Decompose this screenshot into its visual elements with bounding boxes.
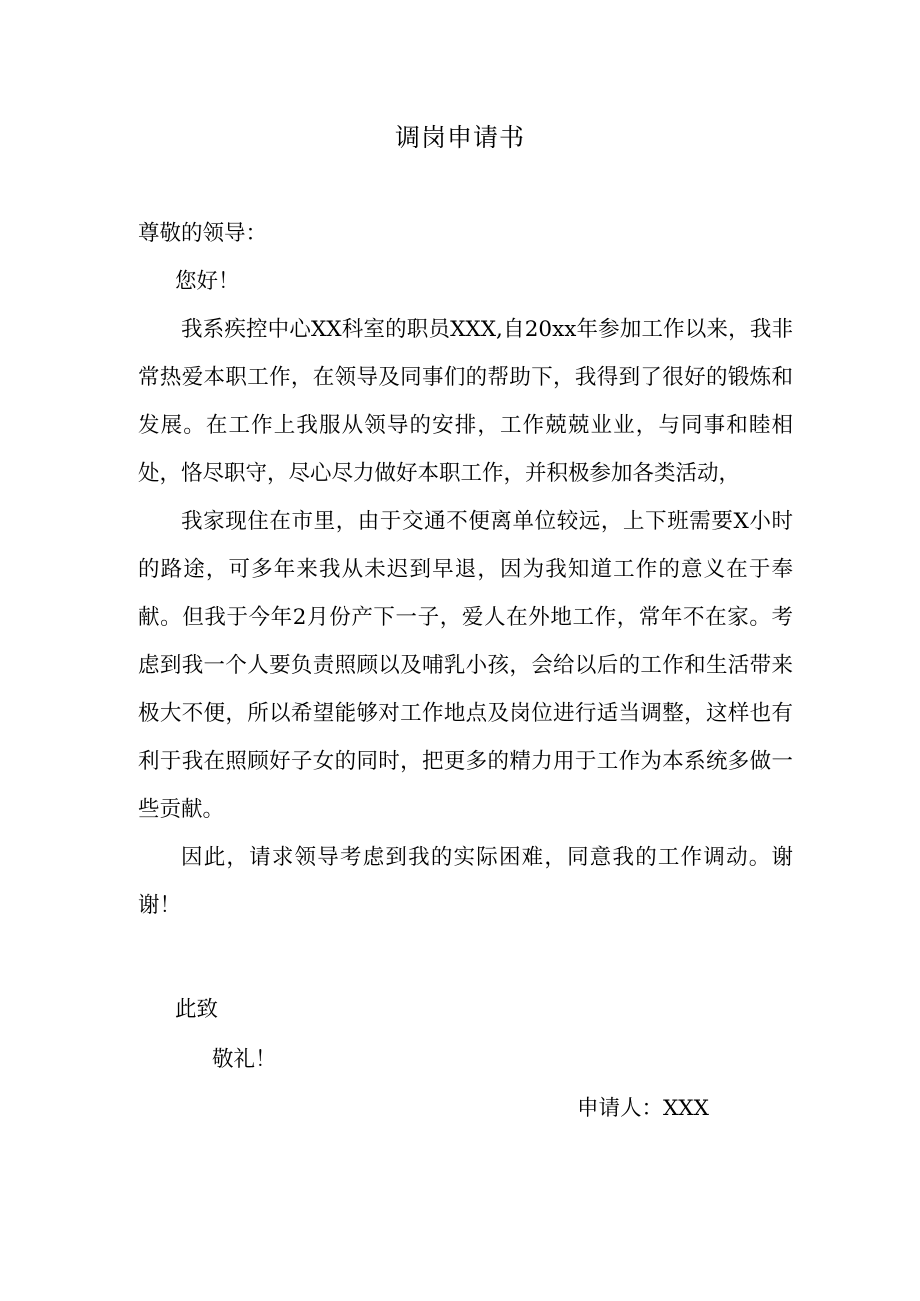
salutation: 尊敬的领导： xyxy=(138,221,268,246)
document-title: 调岗申请书 xyxy=(394,123,525,152)
greeting: 您好！ xyxy=(175,269,240,294)
paragraph-2: 我家现住在市里，由于交通不便离单位较远，上下班需要X小时的路途，可多年来我从未迟到早退，因为我知道工作的意义在于奉献。但我于今年2月份产下一子，爱人在外地工作，常年不在家。考虑到我一个人要负责照顾以及哺乳小孩，会给以后的工作和生活带来极大不便，所以希望能够对工作地点及岗位进行适当调整，这样也有利于我在照顾好子女的同时，把更多的精力用于工作为本系统多做一些贡献。 xyxy=(138,509,793,822)
letter-body xyxy=(138,210,793,930)
closing-line-1: 此致 xyxy=(175,997,219,1022)
paragraph-3: 因此，请求领导考虑到我的实际困难，同意我的工作调动。谢谢！ xyxy=(138,845,793,918)
closing-line-2: 敬礼！ xyxy=(212,1047,277,1072)
signature: 申请人：XXX xyxy=(577,1096,709,1121)
paragraph-1: 我系疾控中心XX科室的职员XXX,自20xx年参加工作以来，我非常热爱本职工作，在领导及同事们的帮助下，我得到了很好的锻炼和发展。在工作上我服从领导的安排，工作兢兢业业，与同事和睦相处，恪尽职守，尽心尽力做好本职工作，并积极参加各类活动， xyxy=(138,317,793,486)
